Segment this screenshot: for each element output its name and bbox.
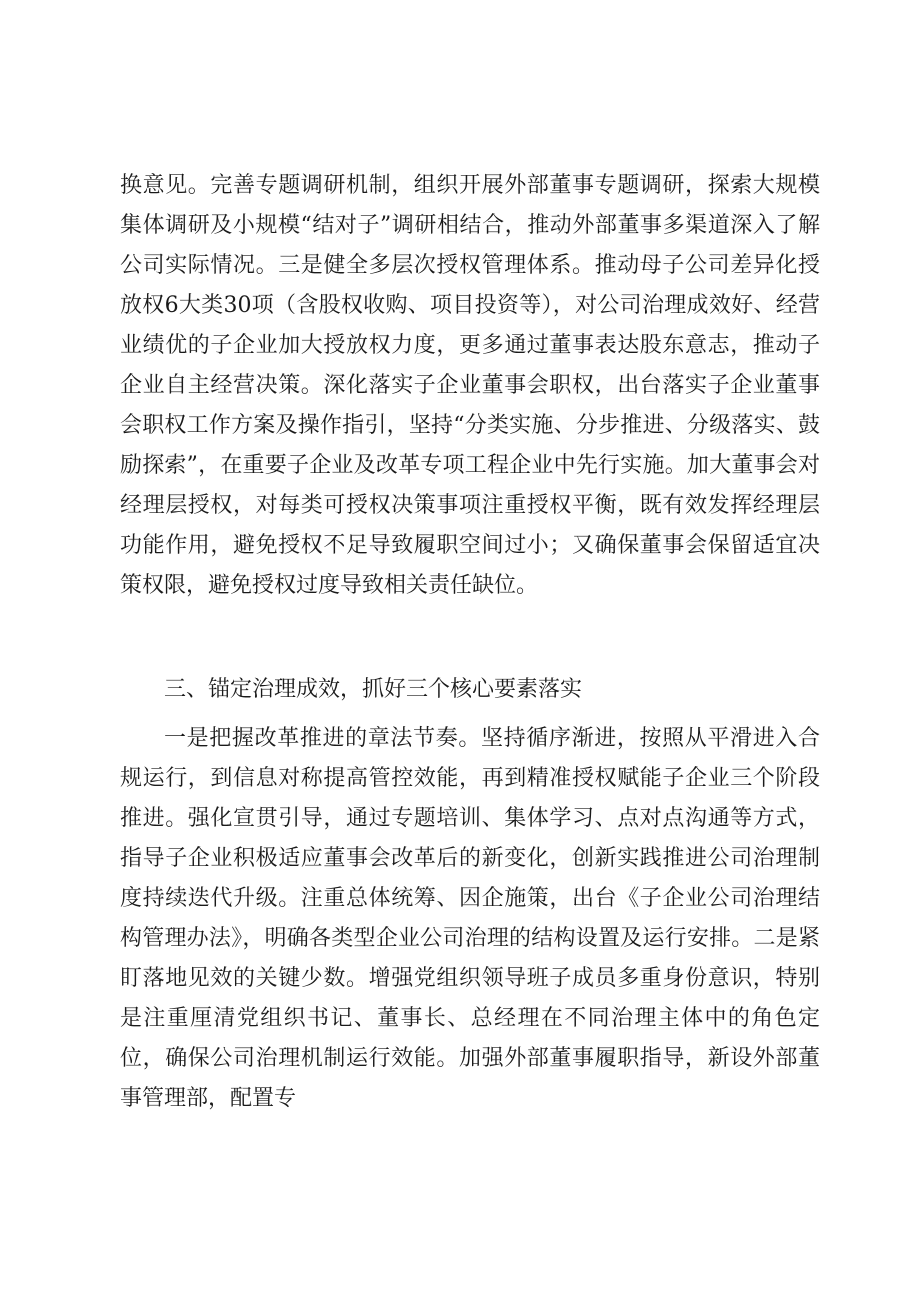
paragraph-continued: 换意见。完善专题调研机制，组织开展外部董事专题调研，探索大规模集体调研及小规模“结对子”调研相结合，推动外部董事多渠道深入了解公司实际情况。三是健全多层次授权管理体系。推动母子公司差异化授放权6大类30项（含股权收购、项目投资等），对公司治理成效好、经营业绩优的子企业加大授放权力度，更多通过董事表达股东意志，推动子企业自主经营决策。深化落实子企业董事会职权，出台落实子企业董事会职权工作方案及操作指引，坚持“分类实施、分步推进、分级落实、鼓励探索”，在重要子企业及改革专项工程企业中先行实施。加大董事会对经理层授权，对每类可授权决策事项注重授权平衡，既有效发挥经理层功能作用，避免授权不足导致履职空间过小；又确保董事会保留适宜决策权限，避免授权过度导致相关责任缺位。 <box>120 173 820 598</box>
section-heading: 三、锚定治理成效，抓好三个核心要素落实 <box>164 677 583 702</box>
paragraph-body: 一是把握改革推进的章法节奏。坚持循序渐进，按照从平滑进入合规运行，到信息对称提高管控效能，再到精准授权赋能子企业三个阶段推进。强化宣贯引导，通过专题培训、集体学习、点对点沟通等方式，指导子企业积极适应董事会改革后的新变化，创新实践推进公司治理制度持续迭代升级。注重总体统筹、因企施策，出台《子企业公司治理结构管理办法》，明确各类型企业公司治理的结构设置及运行安排。二是紧盯落地见效的关键少数。增强党组织领导班子成员多重身份意识，特别是注重厘清党组织书记、董事长、总经理在不同治理主体中的角色定位，确保公司治理机制运行效能。加强外部董事履职指导，新设外部董事管理部，配置专 <box>120 726 820 1111</box>
